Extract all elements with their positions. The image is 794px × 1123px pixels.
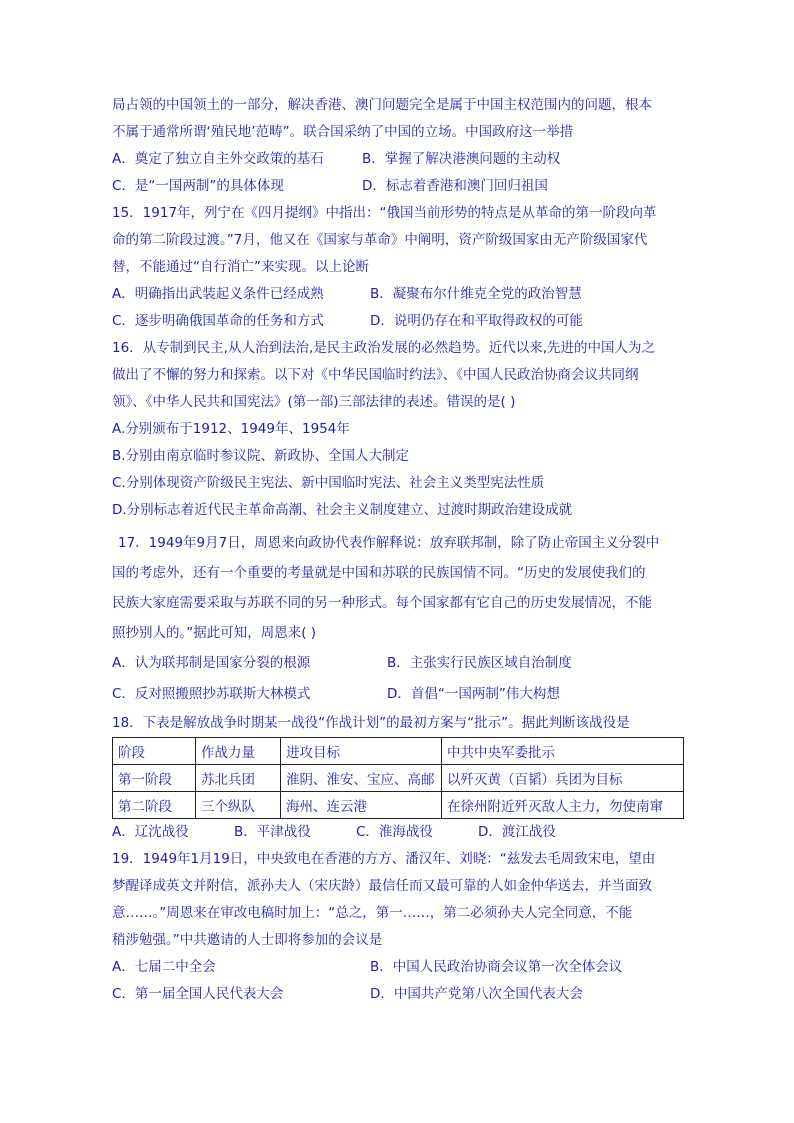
q19-option-d: D．中国共产党第八次全国代表大会 bbox=[370, 986, 583, 1002]
q18-option-b: B．平津战役 bbox=[234, 824, 311, 840]
q18-option-d: D．渡江战役 bbox=[478, 824, 556, 840]
q19-option-c: C．第一届全国人民代表大会 bbox=[112, 986, 284, 1002]
q19-line-2: 梦醒译成英文并附信，派孙夫人（宋庆龄）最信任而又最可靠的人如金仲华送去，并当面致 bbox=[112, 878, 652, 894]
table-header-cell: 进攻目标 bbox=[281, 738, 442, 765]
q17-option-b: B．主张实行民族区域自治制度 bbox=[387, 655, 572, 671]
table-header-cell: 阶段 bbox=[113, 738, 196, 765]
q16-option-d: D.分别标志着近代民主革命高潮、社会主义制度建立、过渡时期政治建设成就 bbox=[112, 502, 573, 518]
q15-option-d: D．说明仍存在和平取得政权的可能 bbox=[370, 313, 583, 329]
exam-page bbox=[112, 92, 684, 1008]
battle-plan-table bbox=[112, 737, 684, 819]
question-16 bbox=[112, 335, 684, 524]
q14-option-a: A．奠定了独立自主外交政策的基石 bbox=[112, 151, 324, 167]
q18-stem: 18．下表是解放战争时期某一战役“作战计划”的最初方案与“批示”。据此判断该战役是 bbox=[112, 715, 630, 731]
q15-line-3: 替，不能通过“自行消亡”来实现。以上论断 bbox=[112, 259, 369, 275]
q14-option-b: B．掌握了解决港澳问题的主动权 bbox=[362, 151, 561, 167]
q15-option-a: A．明确指出武装起义条件已经成熟 bbox=[112, 286, 324, 302]
q14-line-2: 不属于通常所谓‘殖民地’范畴”。联合国采纳了中国的立场。中国政府这一举措 bbox=[112, 124, 574, 140]
q17-option-c: C．反对照搬照抄苏联斯大林模式 bbox=[112, 686, 311, 702]
q15-option-c: C．逐步明确俄国革命的任务和方式 bbox=[112, 313, 324, 329]
q19-line-4: 稍涉勉强。”中共邀请的人士即将参加的会议是 bbox=[112, 932, 383, 948]
table-cell: 海州、连云港 bbox=[281, 792, 442, 819]
q16-option-c: C.分别体现资产阶级民主宪法、新中国临时宪法、社会主义类型宪法性质 bbox=[112, 475, 545, 491]
table-cell: 第一阶段 bbox=[113, 765, 196, 792]
q17-line-1: 17．1949年9月7日，周恩来向政协代表作解释说：放弃联邦制，除了防止帝国主义分裂中 bbox=[118, 535, 660, 551]
table-cell: 三个纵队 bbox=[196, 792, 281, 819]
q15-line-1: 15．1917年，列宁在《四月提纲》中指出：“俄国当前形势的特点是从革命的第一阶段向革 bbox=[112, 205, 657, 221]
table-cell: 苏北兵团 bbox=[196, 765, 281, 792]
q19-option-a: A．七届二中全会 bbox=[112, 959, 216, 975]
q17-line-3: 民族大家庭需要采取与苏联不同的另一种形式。每个国家都有它自己的历史发展情况，不能 bbox=[112, 595, 652, 611]
question-14 bbox=[112, 92, 684, 200]
q17-option-a: A．认为联邦制是国家分裂的根源 bbox=[112, 655, 311, 671]
q16-line-1: 16．从专制到民主,从人治到法治,是民主政治发展的必然趋势。近代以来,先进的中国人为之 bbox=[112, 340, 656, 356]
q18-option-a: A．辽沈战役 bbox=[112, 824, 189, 840]
q14-line-1: 局占领的中国领土的一部分，解决香港、澳门问题完全是属于中国主权范围内的问题，根本 bbox=[112, 97, 652, 113]
q14-option-c: C．是“一国两制”的具体体现 bbox=[112, 178, 284, 194]
q14-option-d: D．标志着香港和澳门回归祖国 bbox=[362, 178, 548, 194]
table-row bbox=[113, 792, 684, 819]
table-cell: 在徐州附近歼灭敌人主力，勿使南窜 bbox=[442, 792, 684, 819]
q15-line-2: 命的第二阶段过渡。”7月，他又在《国家与革命》中阐明，资产阶级国家由无产阶级国家代 bbox=[112, 232, 648, 248]
q17-line-4: 照抄别人的。”据此可知，周恩来( ) bbox=[112, 625, 317, 641]
q17-option-d: D．首倡“一国两制”伟大构想 bbox=[387, 686, 560, 702]
q18-option-c: C．淮海战役 bbox=[356, 824, 433, 840]
q19-line-3: 意……。”周恩来在审改电稿时加上：“总之，第一……，第二必须孙夫人完全同意，不能 bbox=[112, 905, 633, 921]
q16-line-2: 做出了不懈的努力和探索。以下对《中华民国临时约法》、《中国人民政治协商会议共同纲 bbox=[112, 367, 639, 383]
table-cell: 淮阴、淮安、宝应、高邮 bbox=[281, 765, 442, 792]
q19-line-1: 19．1949年1月19日，中央致电在香港的方方、潘汉年、刘晓：“兹发去毛周致宋电，望由 bbox=[112, 851, 656, 867]
q15-option-b: B．凝聚布尔什维克全党的政治智慧 bbox=[370, 286, 582, 302]
question-18 bbox=[112, 710, 684, 846]
q16-option-a: A.分别颁布于1912、1949年、1954年 bbox=[112, 421, 350, 437]
table-row bbox=[113, 765, 684, 792]
q17-line-2: 国的考虑外，还有一个重要的考量就是中国和苏联的民族国情不同。“历史的发展使我们的 bbox=[112, 565, 646, 581]
table-header-cell: 作战力量 bbox=[196, 738, 281, 765]
question-19 bbox=[112, 846, 684, 1008]
q16-option-b: B.分别由南京临时参议院、新政协、全国人大制定 bbox=[112, 448, 410, 464]
q16-line-3: 领》、《中华人民共和国宪法》(第一部)三部法律的表述。错误的是( ) bbox=[112, 394, 516, 410]
q19-option-b: B．中国人民政治协商会议第一次全体会议 bbox=[370, 959, 623, 975]
table-header-row bbox=[113, 738, 684, 765]
table-header-cell: 中共中央军委批示 bbox=[442, 738, 684, 765]
question-15 bbox=[112, 200, 684, 335]
question-17 bbox=[112, 528, 684, 710]
table-cell: 以歼灭黄（百韬）兵团为目标 bbox=[442, 765, 684, 792]
table-cell: 第二阶段 bbox=[113, 792, 196, 819]
